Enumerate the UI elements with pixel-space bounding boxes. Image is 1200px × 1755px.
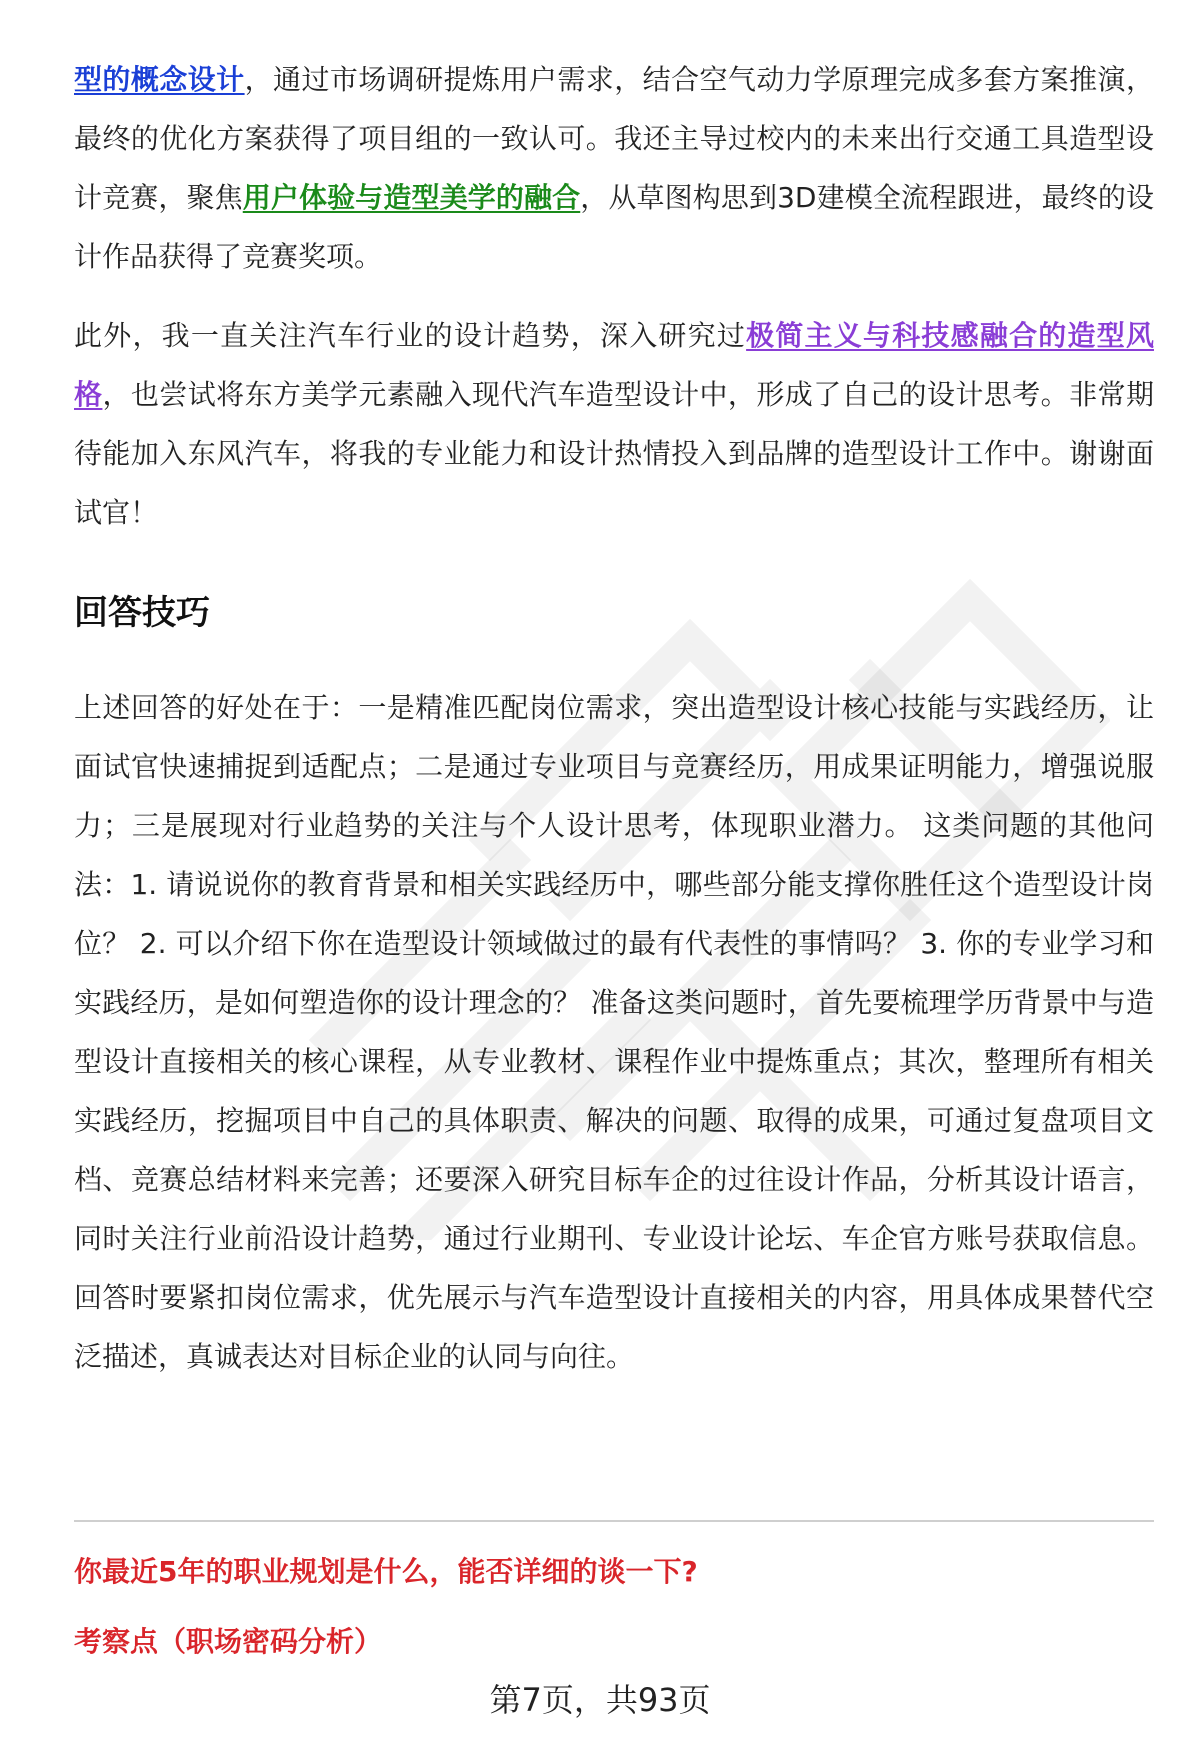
focus-point-heading: 考察点（职场密码分析） bbox=[74, 1625, 383, 1658]
intro-text-1b: ，从草图构思到3D建模全流程跟进，最终的设计作品获得了竞赛奖项。 bbox=[74, 181, 1154, 273]
highlight-minimalism-style: 极简主义与科技感融合的造型风格 bbox=[74, 319, 1154, 411]
intro-paragraph-2 bbox=[74, 306, 1154, 542]
intro-text-2b: ，也尝试将东方美学元素融入现代汽车造型设计中，形成了自己的设计思考。非常期待能加入东风汽车，将我的专业能力和设计热情投入到品牌的造型设计工作中。谢谢面试官！ bbox=[74, 378, 1154, 529]
next-question: 你最近5年的职业规划是什么，能否详细的谈一下? bbox=[74, 1555, 698, 1588]
tips-paragraph: 上述回答的好处在于：一是精准匹配岗位需求，突出造型设计核心技能与实践经历，让面试官快速捕捉到适配点；二是通过专业项目与竞赛经历，用成果证明能力，增强说服力；三是展现对行业趋势的关注与个人设计思考，体现职业潜力。 这类问题的其他问法：1. 请说说你的教育背景和相关实践经历中，哪些部分能支撑你胜任这个造型设计岗位？ 2. 可以介绍下你在造型设计领域做过的最有代表性的事情吗？ 3. 你的专业学习和实践经历，是如何塑造你的设计理念的？ 准备这类问题时，首先要梳理学历背景中与造型设计直接相关的核心课程，从专业教材、课程作业中提炼重点；其次，整理所有相关实践经历，挖掘项目中自己的具体职责、解决的问题、取得的成果，可通过复盘项目文档、竞赛总结材料来完善；还要深入研究目标车企的过往设计作品，分析其设计语言，同时关注行业前沿设计趋势，通过行业期刊、专业设计论坛、车企官方账号获取信息。回答时要紧扣岗位需求，优先展示与汽车造型设计直接相关的内容，用具体成果替代空泛描述，真诚表达对目标企业的认同与向往。 bbox=[74, 691, 1154, 1373]
section-title-answer-tips: 回答技巧 bbox=[74, 593, 210, 633]
document-page bbox=[74, 50, 1154, 1386]
intro-text-2a: 此外，我一直关注汽车行业的设计趋势，深入研究过 bbox=[74, 319, 747, 352]
intro-text-1a: ，通过市场调研提炼用户需求，结合空气动力学原理完成多套方案推演，最终的优化方案获得了项目组的一致认可。我还主导过校内的未来出行交通工具造型设计竞赛，聚焦 bbox=[74, 63, 1154, 214]
highlight-user-experience: 用户体验与造型美学的融合 bbox=[242, 181, 581, 214]
page-number: 第7页，共93页 bbox=[489, 1681, 711, 1719]
section-divider bbox=[74, 1520, 1154, 1522]
intro-paragraph-1 bbox=[74, 50, 1154, 286]
highlight-concept-design: 型的概念设计 bbox=[74, 63, 245, 96]
